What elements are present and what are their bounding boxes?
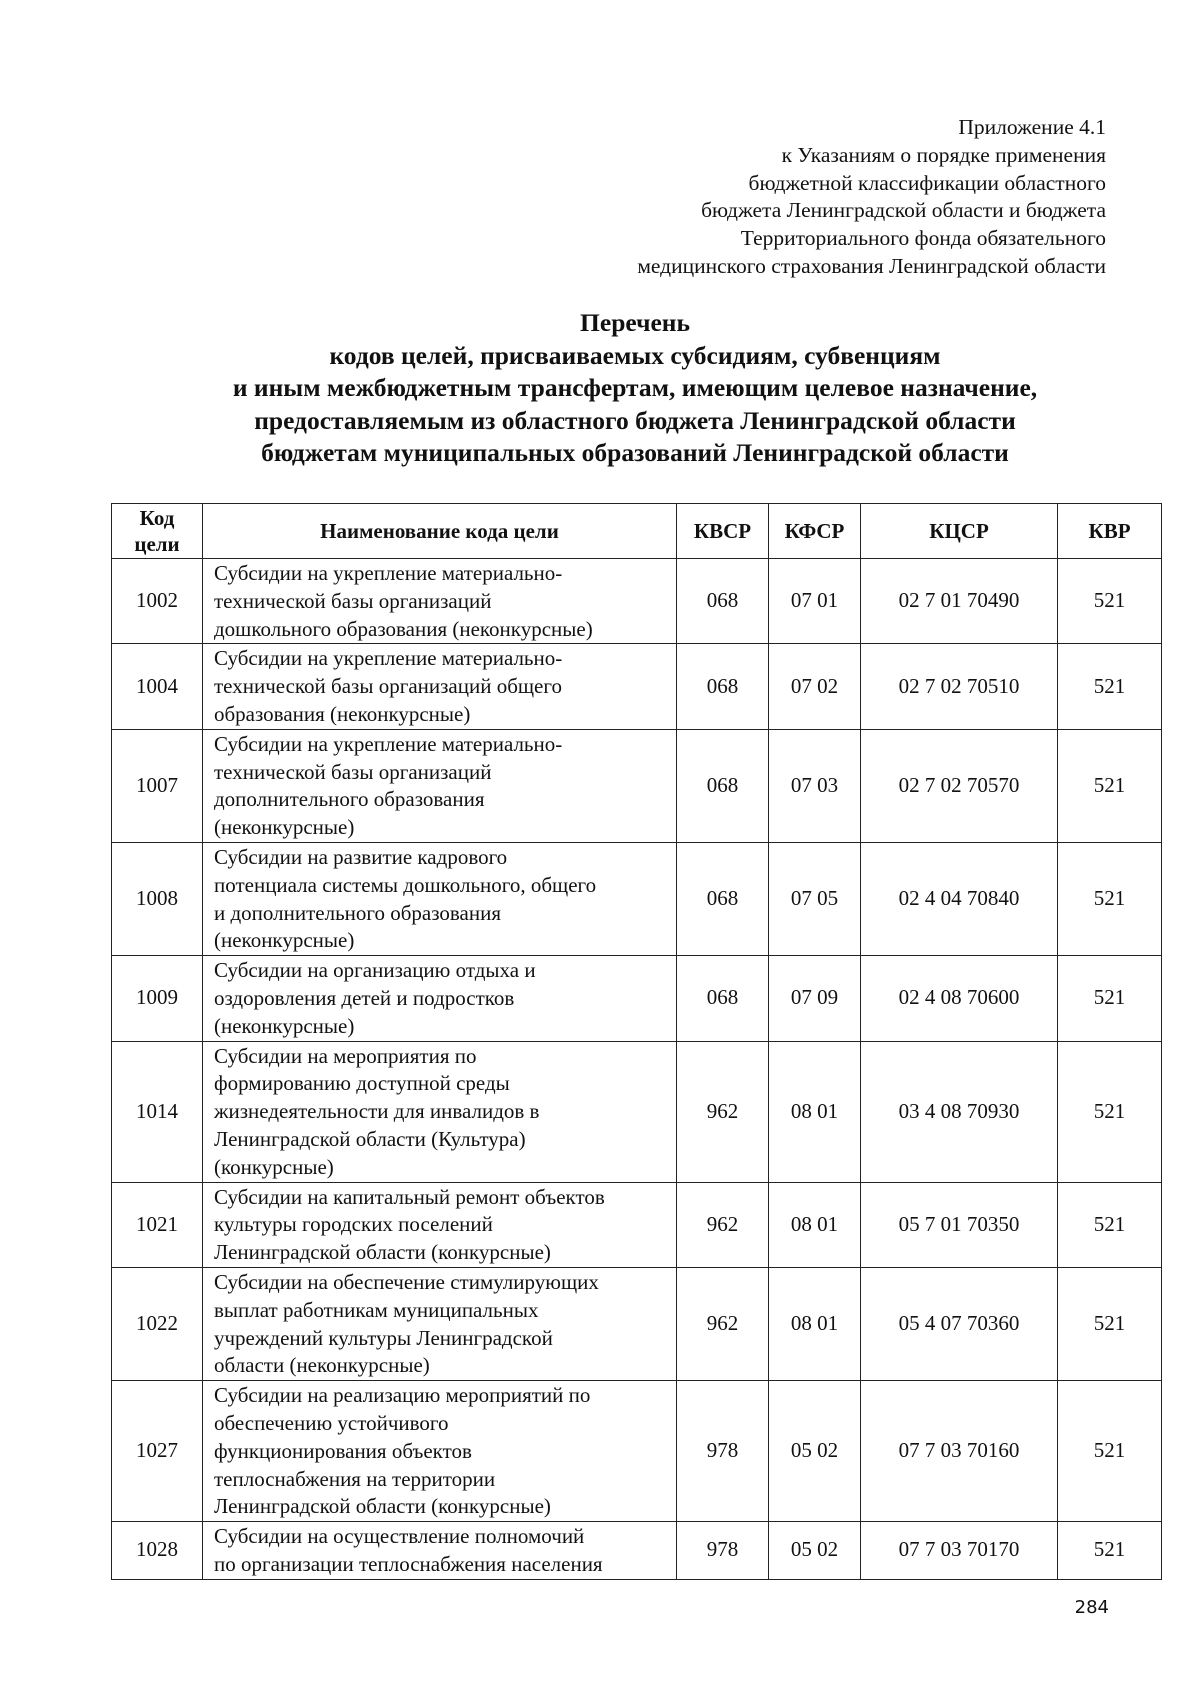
cell-kfsr: 07 09 xyxy=(769,956,861,1041)
cell-kcsr: 03 4 08 70930 xyxy=(861,1041,1058,1182)
header-code-line: цели xyxy=(134,532,180,556)
cell-kvsr: 068 xyxy=(677,729,769,842)
cell-kvr: 521 xyxy=(1058,1182,1162,1267)
cell-name-line: Ленинградской области (конкурсные) xyxy=(214,1240,551,1265)
target-codes-table xyxy=(111,503,1162,1580)
cell-kvr: 521 xyxy=(1058,1381,1162,1522)
cell-kvsr: 068 xyxy=(677,956,769,1041)
cell-kfsr: 08 01 xyxy=(769,1041,861,1182)
cell-name-line: учреждений культуры Ленинградской xyxy=(214,1325,553,1350)
cell-kvsr: 068 xyxy=(677,559,769,644)
cell-name-line: Ленинградской области (конкурсные) xyxy=(214,1494,551,1519)
cell-name xyxy=(203,842,677,955)
cell-name xyxy=(203,1267,677,1380)
cell-name-line: оздоровления детей и подростков xyxy=(214,985,515,1010)
cell-name-line: технической базы организаций xyxy=(214,588,492,613)
cell-name xyxy=(203,1522,677,1580)
cell-name-line: Субсидии на организацию отдыха и xyxy=(214,958,536,983)
cell-kvr: 521 xyxy=(1058,1041,1162,1182)
cell-code: 1022 xyxy=(112,1267,203,1380)
table-row xyxy=(112,842,1162,955)
cell-name-line: формированию доступной среды xyxy=(214,1071,510,1096)
table-row xyxy=(112,729,1162,842)
cell-kcsr: 07 7 03 70170 xyxy=(861,1522,1058,1580)
appendix-header xyxy=(637,114,1106,281)
title-line: кодов целей, присваиваемых субсидиям, субвенциям xyxy=(329,340,941,370)
table-row xyxy=(112,1041,1162,1182)
appendix-line: бюджетной классификации областного xyxy=(748,170,1106,195)
header-name: Наименование кода цели xyxy=(203,504,677,559)
cell-name xyxy=(203,1381,677,1522)
cell-code: 1002 xyxy=(112,559,203,644)
header-kvsr: КВСР xyxy=(677,504,769,559)
cell-name-line: обеспечению устойчивого xyxy=(214,1410,449,1435)
table-row xyxy=(112,644,1162,729)
cell-name-line: Субсидии на капитальный ремонт объектов xyxy=(214,1184,605,1209)
cell-kvsr: 978 xyxy=(677,1522,769,1580)
title-line: бюджетам муниципальных образований Ленинградской области xyxy=(261,438,1009,468)
cell-code: 1014 xyxy=(112,1041,203,1182)
cell-kvsr: 962 xyxy=(677,1267,769,1380)
cell-kfsr: 07 05 xyxy=(769,842,861,955)
page-number: 284 xyxy=(1074,1597,1109,1618)
cell-kcsr: 05 7 01 70350 xyxy=(861,1182,1058,1267)
cell-kcsr: 02 7 02 70510 xyxy=(861,644,1058,729)
cell-name xyxy=(203,729,677,842)
cell-name-line: технической базы организаций xyxy=(214,759,492,784)
cell-kfsr: 07 01 xyxy=(769,559,861,644)
cell-name-line: потенциала системы дошкольного, общего xyxy=(214,872,597,897)
document-title xyxy=(110,307,1160,470)
cell-name-line: теплоснабжения на территории xyxy=(214,1466,496,1491)
cell-name xyxy=(203,956,677,1041)
table-row xyxy=(112,956,1162,1041)
cell-kcsr: 07 7 03 70160 xyxy=(861,1381,1058,1522)
cell-name xyxy=(203,644,677,729)
title-line: и иным межбюджетным трансфертам, имеющим целевое назначение, xyxy=(232,373,1038,403)
cell-kvsr: 962 xyxy=(677,1041,769,1182)
cell-name-line: жизнедеятельности для инвалидов в xyxy=(214,1099,540,1124)
cell-code: 1008 xyxy=(112,842,203,955)
cell-name-line: Субсидии на укрепление материально- xyxy=(214,731,563,756)
cell-name xyxy=(203,1182,677,1267)
cell-kcsr: 02 7 01 70490 xyxy=(861,559,1058,644)
header-kvr: КВР xyxy=(1058,504,1162,559)
cell-code: 1004 xyxy=(112,644,203,729)
table-row xyxy=(112,1381,1162,1522)
appendix-line: Приложение 4.1 xyxy=(958,115,1106,139)
table-row xyxy=(112,559,1162,644)
header-kcsr: КЦСР xyxy=(861,504,1058,559)
table-row xyxy=(112,1267,1162,1380)
appendix-line: бюджета Ленинградской области и бюджета xyxy=(701,198,1106,223)
cell-code: 1021 xyxy=(112,1182,203,1267)
cell-name-line: Ленинградской области (Культура) xyxy=(214,1126,526,1151)
cell-name-line: Субсидии на мероприятия по xyxy=(214,1043,477,1068)
cell-kvr: 521 xyxy=(1058,1522,1162,1580)
cell-name-line: (неконкурсные) xyxy=(214,815,355,840)
cell-kvsr: 068 xyxy=(677,644,769,729)
cell-name-line: образования (неконкурсные) xyxy=(214,701,471,726)
cell-name-line: выплат работникам муниципальных xyxy=(214,1297,539,1322)
cell-name-line: Субсидии на укрепление материально- xyxy=(214,561,563,585)
cell-kvr: 521 xyxy=(1058,729,1162,842)
cell-name-line: области (неконкурсные) xyxy=(214,1353,430,1378)
cell-name-line: (неконкурсные) xyxy=(214,928,355,953)
cell-name-line: (конкурсные) xyxy=(214,1154,334,1179)
cell-name-line: (неконкурсные) xyxy=(214,1013,355,1038)
cell-name xyxy=(203,559,677,644)
cell-name-line: Субсидии на обеспечение стимулирующих xyxy=(214,1269,599,1294)
cell-kvr: 521 xyxy=(1058,559,1162,644)
title-line: предоставляемым из областного бюджета Ленинградской области xyxy=(254,405,1016,435)
table-row xyxy=(112,1182,1162,1267)
table-body xyxy=(112,559,1162,1580)
cell-kfsr: 08 01 xyxy=(769,1182,861,1267)
cell-name-line: Субсидии на укрепление материально- xyxy=(214,646,563,671)
cell-code: 1028 xyxy=(112,1522,203,1580)
cell-code: 1007 xyxy=(112,729,203,842)
cell-kvsr: 962 xyxy=(677,1182,769,1267)
appendix-line: медицинского страхования Ленинградской области xyxy=(637,253,1106,278)
cell-name-line: и дополнительного образования xyxy=(214,900,501,925)
cell-code: 1009 xyxy=(112,956,203,1041)
cell-kvr: 521 xyxy=(1058,1267,1162,1380)
cell-kcsr: 05 4 07 70360 xyxy=(861,1267,1058,1380)
cell-kfsr: 05 02 xyxy=(769,1522,861,1580)
title-line: Перечень xyxy=(580,308,690,337)
cell-name-line: технической базы организаций общего xyxy=(214,674,562,699)
header-code-line: Код xyxy=(139,506,175,530)
cell-code: 1027 xyxy=(112,1381,203,1522)
cell-name-line: культуры городских поселений xyxy=(214,1212,493,1237)
cell-name-line: по организации теплоснабжения населения xyxy=(214,1551,603,1576)
cell-kfsr: 05 02 xyxy=(769,1381,861,1522)
cell-name-line: функционирования объектов xyxy=(214,1438,472,1463)
header-kfsr: КФСР xyxy=(769,504,861,559)
cell-name-line: дополнительного образования xyxy=(214,787,485,812)
cell-kcsr: 02 4 04 70840 xyxy=(861,842,1058,955)
cell-name-line: Субсидии на реализацию мероприятий по xyxy=(214,1383,591,1408)
cell-kcsr: 02 7 02 70570 xyxy=(861,729,1058,842)
cell-kvr: 521 xyxy=(1058,842,1162,955)
cell-kvr: 521 xyxy=(1058,644,1162,729)
table-row xyxy=(112,1522,1162,1580)
appendix-line: Территориального фонда обязательного xyxy=(740,226,1106,251)
cell-name xyxy=(203,1041,677,1182)
cell-name-line: Субсидии на развитие кадрового xyxy=(214,844,508,869)
cell-kvsr: 068 xyxy=(677,842,769,955)
cell-kcsr: 02 4 08 70600 xyxy=(861,956,1058,1041)
cell-kvr: 521 xyxy=(1058,956,1162,1041)
cell-name-line: дошкольного образования (неконкурсные) xyxy=(214,616,593,641)
cell-kvsr: 978 xyxy=(677,1381,769,1522)
cell-name-line: Субсидии на осуществление полномочий xyxy=(214,1524,585,1549)
header-code xyxy=(112,504,203,559)
appendix-line: к Указаниям о порядке применения xyxy=(781,142,1106,167)
cell-kfsr: 07 03 xyxy=(769,729,861,842)
cell-kfsr: 07 02 xyxy=(769,644,861,729)
table-header-row xyxy=(112,504,1162,559)
cell-kfsr: 08 01 xyxy=(769,1267,861,1380)
